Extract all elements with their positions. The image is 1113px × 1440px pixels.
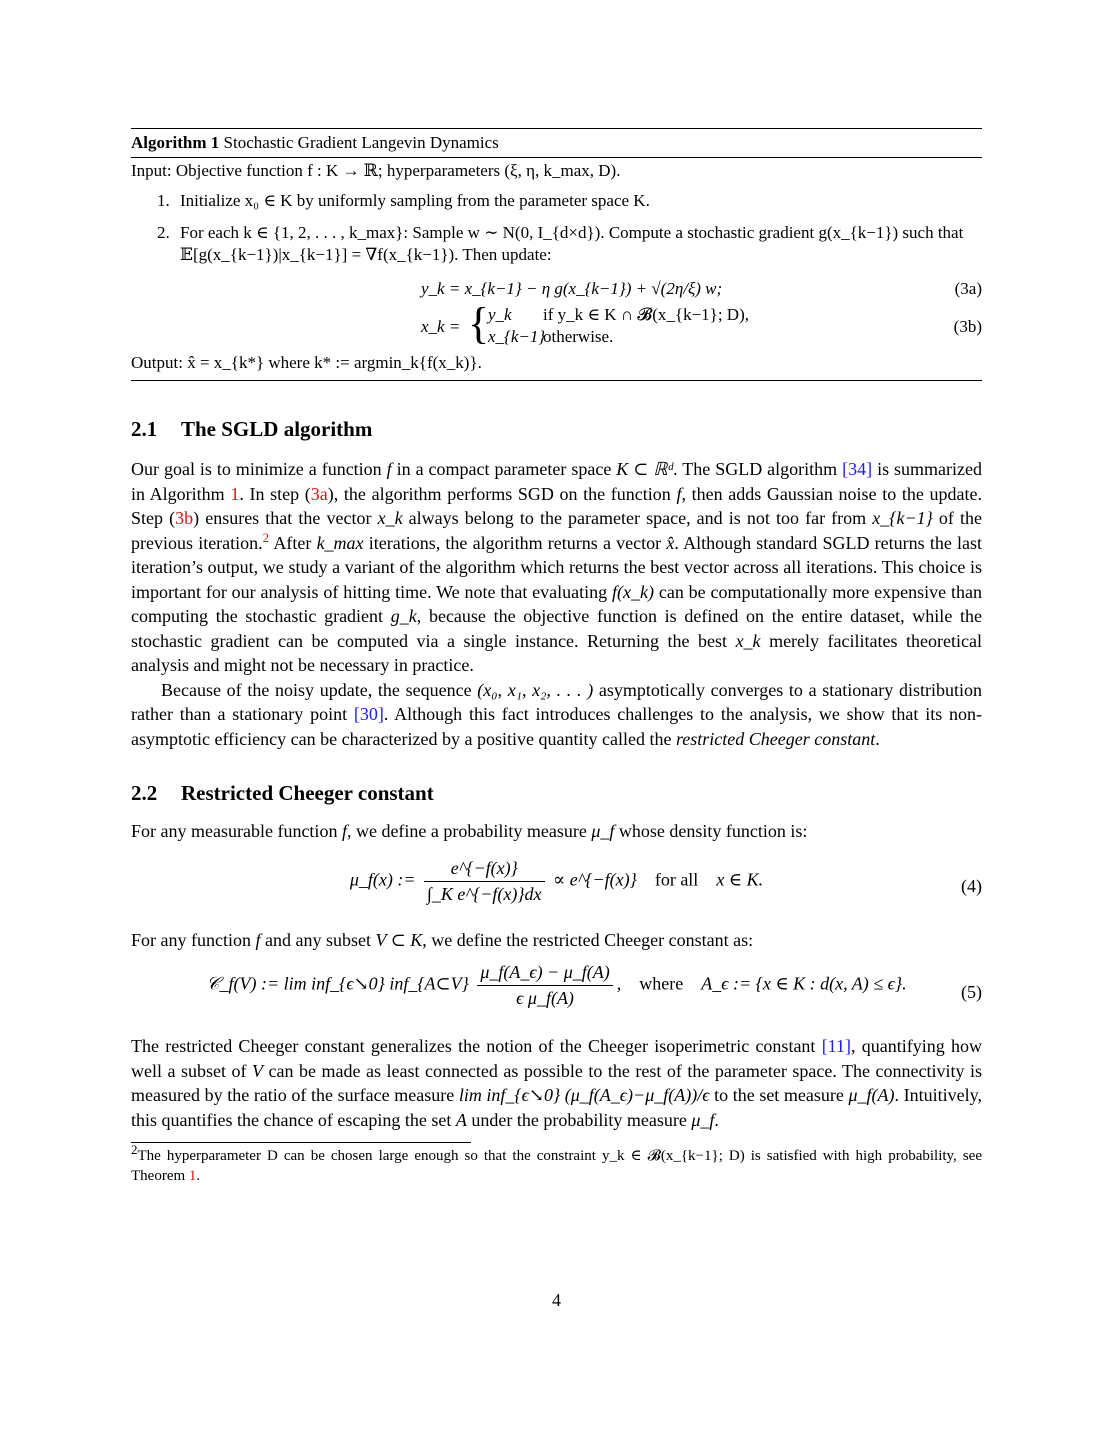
fraction-denominator: ∫_K e^{−f(x)}dx: [427, 883, 542, 904]
math-run: x_k: [377, 508, 403, 528]
text-run: and any subset: [260, 929, 376, 950]
text-run: of the previous iteration.: [131, 508, 983, 553]
equation-4: [131, 858, 982, 920]
text-run: . Although this fact introduces challenges to the analysis, we show that its non-asymptotic efficiency can be characterized by a positive quantity called the: [131, 704, 982, 749]
output-text: x̂ = x_{k*} where k* := argmin_k{f(x_k)}.: [187, 353, 482, 372]
equation-number: (4): [961, 875, 982, 896]
text-run: , then adds Gaussian noise to the update. Step (: [131, 483, 982, 528]
algorithm-step-1: [131, 190, 982, 212]
section-heading: [131, 415, 982, 443]
paragraph: [131, 1034, 982, 1132]
fraction-denominator: ϵ μ_f(A): [516, 988, 574, 1008]
text-run: ) ensures that the vector: [193, 508, 378, 528]
step-number: 2.: [157, 223, 170, 242]
text-run: The restricted Cheeger constant generalizes the notion of the Cheeger isoperimetric constant: [131, 1036, 822, 1056]
math-run: f(x_k): [612, 581, 654, 602]
equation-3a: [131, 276, 982, 302]
math-run: restricted Cheeger constant: [675, 728, 876, 749]
text-run: asymptotically converges to a stationary distribution rather than a stationary point: [131, 679, 982, 724]
text-run: to the set measure: [709, 1085, 849, 1105]
paragraph: [131, 457, 982, 678]
input-label: Input:: [131, 161, 172, 180]
section-number: 2.1: [131, 417, 158, 441]
text-run: . Although standard SGLD returns the last iteration’s output, we study a variant of the algorithm which returns the best vector across all iterations. This choice is important for our analysis of hitting time. We note that evaluating: [131, 532, 983, 602]
equation-condition: x ∈ K.: [716, 869, 764, 890]
equation-lhs: x_k =: [421, 317, 461, 336]
math-run: A: [455, 1109, 467, 1130]
theorem-ref-link[interactable]: 1: [188, 1168, 197, 1184]
left-brace: {: [468, 299, 490, 348]
math-run: k_max: [316, 532, 364, 553]
equation-text: for all: [654, 869, 699, 890]
paragraph: [131, 819, 982, 844]
output-label: Output:: [131, 353, 183, 372]
equation-text: where: [639, 973, 684, 994]
citation-link[interactable]: [30]: [353, 704, 384, 724]
step-text: For each k ∈ {1, 2, . . . , k_max}: Sample w ∼ N(0, I_{d×d}). Compute a stochastic gradient g(x_{k−1}) such that: [180, 223, 964, 242]
text-run: . In step (: [239, 483, 311, 504]
math-run: lim inf_{ϵ↘0} (μ_f(A_ϵ)−μ_f(A))/ϵ: [458, 1085, 710, 1105]
math-run: g_k: [390, 606, 417, 626]
footnote: [131, 1142, 982, 1186]
section-title: The SGLD algorithm: [181, 417, 373, 441]
footnote-mark: 2: [131, 1142, 138, 1157]
math-run: x_{k−1}: [872, 508, 933, 528]
math-run: f: [255, 929, 261, 950]
equation-5: 𝒞_f(V) := lim inf_{ϵ↘0} inf_{A⊂V} $\frac{\mu\_f(A\_\epsilon) - \mu\_f(A)}{\text{ϵ μ\_f(A)}}$ , where A_ϵ := {x ∈ K : d(x, A) ≤ ϵ}. (5): [206, 962, 982, 1008]
text-run: After: [269, 532, 317, 553]
section-title: Restricted Cheeger constant: [181, 781, 434, 805]
cross-ref-link[interactable]: 3a: [310, 483, 328, 504]
algorithm-box: [131, 128, 982, 381]
fraction-numerator: e^{−f(x)}: [424, 858, 545, 882]
algorithm-input: [131, 160, 982, 182]
math-run: f: [386, 459, 392, 479]
equation-rhs: A_ϵ := {x ∈ K : d(x, A) ≤ ϵ}.: [701, 973, 907, 994]
cross-ref-link[interactable]: 3b: [175, 508, 194, 528]
math-run: μ_f(A): [848, 1085, 895, 1105]
case-value: x_{k−1}: [488, 327, 546, 346]
text-run: is summarized in Algorithm: [131, 459, 982, 504]
math-run: f: [676, 483, 682, 504]
text-run: , quantifying how well a subset of: [131, 1036, 982, 1081]
text-run: Our goal is to minimize a function: [131, 459, 387, 479]
equation-body: y_k = x_{k−1} − η g(x_{k−1}) + √(2η/ξ) w;: [421, 279, 723, 298]
text-run: .: [714, 1109, 719, 1130]
text-run: whose density function is:: [614, 821, 808, 841]
text-run: can be made as least connected as possible to the rest of the parameter space. The connectivity is measured by the ratio of the surface measure: [131, 1060, 982, 1105]
equation-lhs: 𝒞_f(V) := lim inf_{ϵ↘0} inf_{A⊂V}: [206, 973, 469, 994]
algorithm-output: [131, 352, 982, 374]
math-run: x_k: [735, 630, 761, 651]
text-run: under the probability measure: [466, 1109, 692, 1130]
text-run: can be computationally more expensive than computing the stochastic gradient: [131, 581, 982, 626]
algorithm-header: [131, 129, 982, 158]
math-run: K ⊂ ℝᵈ: [616, 459, 674, 479]
equation-rhs: ∝ e^{−f(x)}: [553, 869, 637, 890]
section-number: 2.2: [131, 781, 158, 805]
equation-number: (5): [961, 982, 982, 1002]
page-number: 4: [552, 1290, 561, 1310]
text-run: merely facilitates theoretical analysis and might not be necessary in practice.: [131, 630, 982, 675]
step-text: 𝔼[g(x_{k−1})|x_{k−1}] = ∇f(x_{k−1}). Then update:: [180, 245, 552, 264]
text-run: . The SGLD algorithm: [673, 459, 843, 479]
fraction: [477, 962, 612, 1009]
equation-lhs: μ_f(x) :=: [349, 869, 416, 890]
text-run: . Intuitively, this quantifies the chance of escaping the set: [131, 1085, 982, 1130]
case-value: y_k: [488, 305, 512, 324]
input-text: Objective function f : K → ℝ; hyperparameters (ξ, η, k_max, D).: [175, 161, 621, 180]
text-run: Because of the noisy update, the sequence: [161, 679, 478, 700]
text-run: , we define a probability measure: [346, 821, 592, 841]
equation-number: (3b): [953, 317, 982, 336]
fraction-numerator: μ_f(A_ϵ) − μ_f(A): [477, 962, 612, 986]
text-run: For any function: [131, 929, 256, 950]
text-run: For any measurable function: [131, 821, 342, 841]
text-run: .: [875, 728, 880, 749]
text-run: in a compact parameter space: [391, 459, 617, 479]
case-condition: if y_k ∈ K ∩ 𝓑(x_{k−1}; D),: [543, 305, 749, 324]
math-run: x̂: [666, 532, 675, 553]
step-text: Initialize x₀ ∈ K by uniformly sampling from the parameter space K.: [180, 191, 650, 210]
footnote-ref-link[interactable]: 2: [262, 529, 270, 545]
text-run: ), the algorithm performs SGD on the function: [327, 483, 677, 504]
citation-link[interactable]: [11]: [821, 1036, 852, 1056]
citation-link[interactable]: [34]: [842, 459, 873, 479]
footnote-divider: [131, 1142, 471, 1143]
math-run: (x₀, x₁, x₂, . . . ): [477, 679, 594, 700]
algorithm-label: Algorithm 1: [131, 133, 220, 152]
text-run: always belong to the parameter space, and is not too far from: [402, 508, 873, 528]
math-run: V: [252, 1060, 263, 1081]
paragraph: [131, 928, 982, 953]
footnote-text: The hyperparameter D can be chosen large enough so that the constraint y_k ∈ 𝓑(x_{k−1}; D) is satisfied with high probability, see Theorem: [131, 1148, 982, 1184]
algorithm-title: Stochastic Gradient Langevin Dynamics: [223, 133, 499, 152]
equation-3b: [131, 299, 982, 350]
math-run: μ_f: [691, 1109, 715, 1130]
text-run: , we define the restricted Cheeger constant as:: [422, 929, 754, 950]
page-body: [131, 128, 982, 1186]
step-number: 1.: [157, 191, 170, 210]
footnote-text: .: [196, 1168, 201, 1184]
paragraph: [131, 678, 982, 752]
text-run: iterations, the algorithm returns a vector: [363, 532, 667, 553]
cross-ref-link[interactable]: 1: [230, 483, 240, 504]
math-run: μ_f: [591, 821, 615, 841]
case-condition: otherwise.: [543, 327, 614, 346]
equation-number: (3a): [954, 279, 982, 298]
section-heading: [131, 779, 982, 807]
math-run: f: [341, 821, 347, 841]
algorithm-step-2: [131, 222, 982, 266]
text-run: , because the objective function is defined on the entire dataset, while the stochastic gradient can be computed via a single instance. Returning the best: [131, 606, 982, 651]
math-run: V ⊂ K: [375, 929, 423, 950]
fraction: [424, 858, 545, 905]
